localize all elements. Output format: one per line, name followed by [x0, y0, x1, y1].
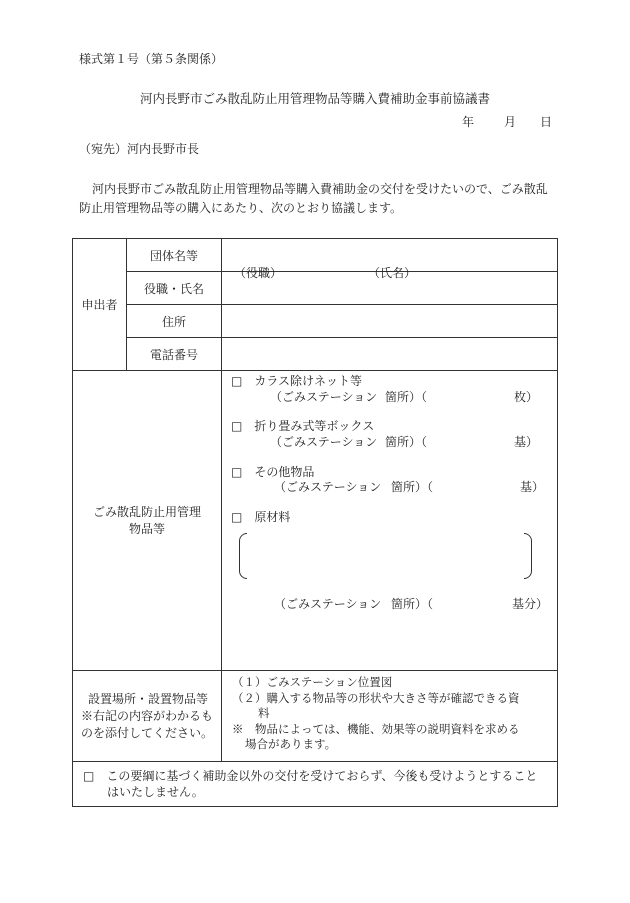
- attachment-item-2: （２）購入する物品等の形状や大きさ等が確認できる資: [232, 690, 520, 705]
- items-cell: [222, 371, 558, 671]
- crow-net-count: 箇所）（: [385, 390, 428, 404]
- material-bracket-right: [524, 533, 532, 579]
- attachments-label-line2: ※右記の内容がわかるものを添付してください。: [81, 708, 214, 740]
- other-items-count: 箇所）（: [391, 480, 434, 494]
- other-items-checkbox[interactable]: □ その他物品: [231, 465, 315, 479]
- attachments-label-line1: 設置場所・設置物品等: [87, 691, 208, 706]
- attachment-item-2-cont: 料: [258, 706, 270, 720]
- folding-box-unit: 基）: [514, 435, 539, 449]
- material-checkbox[interactable]: □ 原材料: [231, 510, 291, 524]
- attachment-item-1: （１）ごみステーション位置図: [232, 675, 393, 689]
- date-year: 年: [462, 115, 475, 129]
- role-name-label: 役職・氏名: [127, 272, 222, 305]
- phone-field[interactable]: [222, 338, 558, 371]
- org-name-label: 団体名等: [127, 239, 222, 272]
- items-label: [73, 371, 222, 671]
- date-line: [458, 113, 553, 129]
- date-month: 月: [504, 115, 517, 129]
- intro-paragraph: 河内長野市ごみ散乱防止用管理物品等購入費補助金の交付を受けたいので、ごみ散乱防止用管理物品等の購入にあたり、次のとおり協議します。: [79, 182, 548, 215]
- crow-net-checkbox[interactable]: □ カラス除けネット等: [231, 374, 362, 388]
- attachment-note: ※ 物品によっては、機能、効果等の説明資料を求める: [232, 721, 520, 736]
- material-unit: 基分）: [512, 597, 549, 611]
- application-table: [72, 238, 558, 807]
- applicant-label: 申出者: [73, 239, 127, 371]
- intro-text: [79, 180, 553, 218]
- folding-box-prefix: （ごみステーション: [270, 435, 378, 449]
- declaration-line1: □ この要綱に基づく補助金以外の交付を受けておらず、今後も受けようとすること: [83, 769, 538, 783]
- attachments-label: [73, 671, 222, 762]
- declaration-line2: はいたしません。: [107, 785, 204, 799]
- addressee: （宛先）河内長野市長: [79, 142, 200, 156]
- items-label-line1: ごみ散乱防止用管理: [92, 504, 201, 519]
- document-title: 河内長野市ごみ散乱防止用管理物品等購入費補助金事前協議書: [139, 91, 490, 106]
- other-items-unit: 基）: [520, 480, 545, 494]
- date-day: 日: [540, 115, 553, 129]
- material-prefix: （ごみステーション: [274, 597, 382, 611]
- address-label: 住所: [127, 305, 222, 338]
- material-count: 箇所）（: [391, 597, 434, 611]
- address-field[interactable]: [222, 305, 558, 338]
- form-number: 様式第１号（第５条関係）: [79, 52, 224, 66]
- role-name-field[interactable]: [222, 266, 558, 305]
- crow-net-unit: 枚）: [514, 390, 539, 404]
- folding-box-checkbox[interactable]: □ 折り畳み式等ボックス: [231, 419, 375, 433]
- declaration-checkbox[interactable]: [73, 762, 558, 807]
- material-bracket-left: [239, 533, 247, 579]
- folding-box-count: 箇所）（: [385, 435, 428, 449]
- phone-label: 電話番号: [127, 338, 222, 371]
- attachment-note-cont: 場合があります。: [245, 737, 337, 751]
- other-items-prefix: （ごみステーション: [274, 480, 382, 494]
- name-placeholder: （氏名）: [368, 266, 417, 280]
- role-placeholder: （役職）: [234, 266, 283, 280]
- items-label-line2: 物品等: [128, 521, 165, 536]
- crow-net-prefix: （ごみステーション: [270, 390, 378, 404]
- attachments-content: [222, 671, 558, 762]
